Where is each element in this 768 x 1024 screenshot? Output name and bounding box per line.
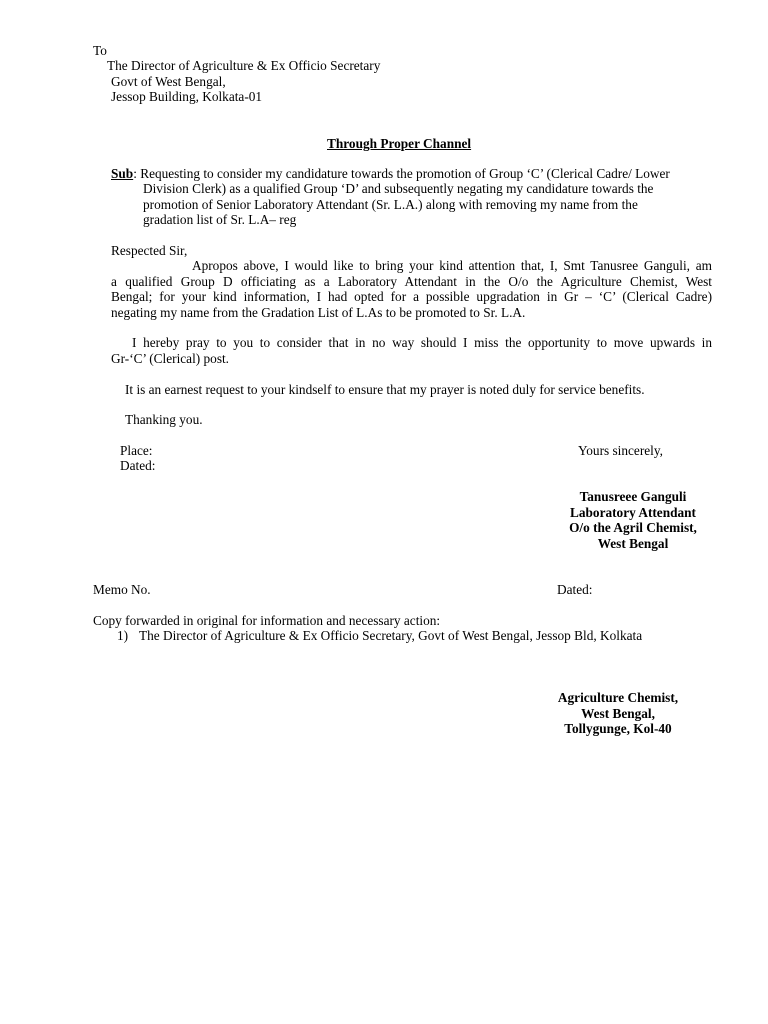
subject-text-1: : Requesting to consider my candidature towards the promotion of Group ‘C’ (Clerical Cadre/ Lower [133,166,670,181]
thanks-line: Thanking you. [125,412,203,427]
body-para3: It is an earnest request to your kindself to ensure that my prayer is noted duly for service benefits. [125,382,645,397]
channel-heading: Through Proper Channel [327,136,472,151]
body-para1-line1: Apropos above, I would like to bring your kind attention that, I, Smt Tanusree Ganguli, am [192,258,712,273]
memo-number-label: Memo No. [93,582,151,597]
address-line-1: The Director of Agriculture & Ex Officio Secretary [107,58,381,73]
subject-line-4: gradation list of Sr. L.A– reg [143,212,297,227]
signature-designation: Laboratory Attendant [570,504,696,520]
signature-block [560,489,706,551]
subject-line-1 [111,166,670,182]
address-line-3: Jessop Building, Kolkata-01 [111,89,263,104]
subject-line-3: promotion of Senior Laboratory Attendant (Sr. L.A.) along with removing my name from the [143,197,638,212]
subject-line-2: Division Clerk) as a qualified Group ‘D’ and subsequently negating my candidature towards the [143,181,654,196]
signature-state: West Bengal [597,535,669,551]
address-to: To [93,43,107,58]
issuer-line-3: Tollygunge, Kol-40 [564,721,672,736]
body-para1-line4: negating my name from the Gradation List of L.As to be promoted to Sr. L.A. [111,305,526,320]
signature-name: Tanusreee Ganguli [579,489,687,504]
place-label: Place: [120,443,153,458]
copy-item-number: 1) [117,628,129,643]
dated-label: Dated: [120,458,156,473]
signature-office: O/o the Agril Chemist, [569,520,697,535]
body-para2-line1: I hereby pray to you to consider that in no way should I miss the opportunity to move upwards in [132,335,712,350]
body-para1-line3: Bengal; for your kind information, I had opted for a possible upgradation in Gr – ‘C’ (Clerical Cadre) [111,289,712,304]
copy-item-text: The Director of Agriculture & Ex Officio Secretary, Govt of West Bengal, Jessop Bld, Kolkata [139,628,643,643]
issuer-line-2: West Bengal, [581,705,655,721]
memo-dated-label: Dated: [557,582,593,597]
copy-forwarded-line: Copy forwarded in original for information and necessary action: [93,613,441,628]
address-line-2: Govt of West Bengal, [111,74,226,89]
closing-text: Yours sincerely, [578,443,663,458]
issuer-line-1: Agriculture Chemist, [557,690,679,705]
salutation: Respected Sir, [111,243,188,258]
subject-label: Sub [111,166,134,181]
body-para1-line2: a qualified Group D officiating as a Laboratory Attendant in the O/o the Agriculture Chemist, West [111,274,712,289]
body-para2-line2: Gr-‘C’ (Clerical) post. [111,351,230,366]
issuer-block [546,690,690,737]
